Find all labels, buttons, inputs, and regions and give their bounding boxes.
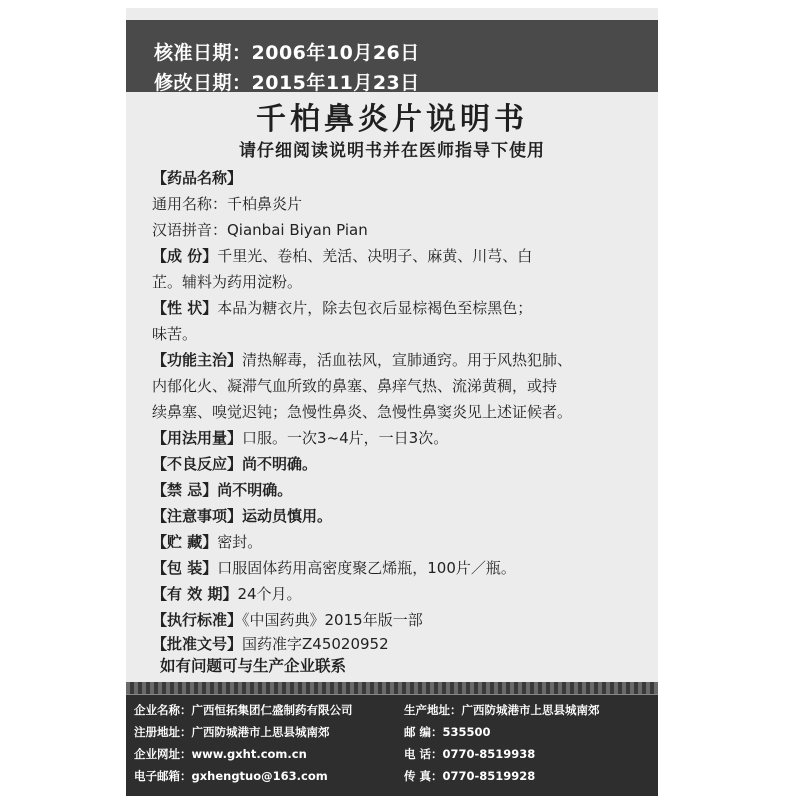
standard-text: 《中国药典》2015年版一部 [242, 611, 423, 629]
website: 企业网址：www.gxht.com.cn [134, 747, 307, 761]
validity-text: 24个月。 [237, 585, 302, 603]
validity-label: 【有 效 期】 [152, 585, 238, 603]
revision-date: 修改日期：2015年11月23日 [154, 72, 420, 94]
package-text: 口服固体药用高密度聚乙烯瓶，100片／瓶。 [217, 559, 516, 577]
leaflet [126, 8, 658, 796]
standard-line [152, 610, 642, 630]
footer-band [126, 682, 658, 796]
indications-text-2: 内郁化火、凝滞气血所致的鼻塞、鼻痒气热、流涕黄稠，或持 [152, 377, 558, 395]
contra-line [152, 480, 642, 500]
ingredients-line-1 [152, 246, 642, 266]
ingredients-text-1: 千里光、卷柏、羌活、决明子、麻黄、川芎、白 [217, 247, 533, 265]
decorative-border [126, 682, 658, 695]
email: 电子邮箱：gxhengtuo@163.com [134, 769, 328, 783]
indications-label: 【功能主治】 [152, 351, 243, 369]
ingredients-text-2: 芷。辅料为药用淀粉。 [152, 273, 303, 291]
approval-line [152, 634, 642, 654]
package-label: 【包 装】 [152, 559, 218, 577]
character-text-1: 本品为糖衣片，除去包衣后显棕褐色至棕黑色； [217, 299, 533, 317]
indications-text-3: 续鼻塞、嗅觉迟钝；急慢性鼻炎、急慢性鼻窦炎见上述证候者。 [152, 403, 573, 421]
approval-date: 核准日期：2006年10月26日 [154, 42, 420, 64]
character-label: 【性 状】 [152, 299, 218, 317]
drug-name-label: 【药品名称】 [152, 169, 243, 187]
validity-line [152, 584, 642, 604]
contra-text: 尚不明确。 [217, 481, 293, 499]
precautions-line [152, 506, 642, 526]
production-address: 生产地址：广西防城港市上思县城南郊 [404, 703, 600, 717]
adverse-line [152, 454, 642, 474]
company-name: 企业名称：广西恒拓集团仁盛制药有限公司 [134, 703, 353, 717]
contra-label: 【禁 忌】 [152, 481, 218, 499]
character-line-1 [152, 298, 642, 318]
storage-label: 【贮 藏】 [152, 533, 218, 551]
fax: 传 真：0770-8519928 [404, 769, 536, 783]
dosage-text: 口服。一次3~4片，一日3次。 [242, 429, 449, 447]
header-band [126, 20, 658, 92]
package-line [152, 558, 642, 578]
document-title: 千柏鼻炎片说明书 [256, 102, 528, 137]
indications-line-1 [152, 350, 642, 370]
phone: 电 话：0770-8519938 [404, 747, 536, 761]
character-text-2: 味苦。 [152, 325, 198, 343]
postcode: 邮 编：535500 [404, 725, 491, 739]
pinyin-name: 汉语拼音：Qianbai Biyan Pian [152, 221, 368, 239]
adverse-text: 尚不明确。 [242, 455, 318, 473]
registered-address: 注册地址：广西防城港市上思县城南郊 [134, 725, 330, 739]
document-subtitle: 请仔细阅读说明书并在医师指导下使用 [239, 141, 545, 161]
storage-line [152, 532, 642, 552]
generic-name: 通用名称：千柏鼻炎片 [152, 195, 303, 213]
closing-note: 如有问题可与生产企业联系 [160, 657, 347, 675]
approval-label: 【批准文号】 [152, 635, 243, 653]
precautions-label: 【注意事项】 [152, 507, 243, 525]
ingredients-label: 【成 份】 [152, 247, 218, 265]
standard-label: 【执行标准】 [152, 611, 243, 629]
dosage-label: 【用法用量】 [152, 429, 243, 447]
storage-text: 密封。 [217, 533, 263, 551]
adverse-label: 【不良反应】 [152, 455, 243, 473]
dosage-line [152, 428, 642, 448]
indications-text-1: 清热解毒，活血祛风，宣肺通窍。用于风热犯肺、 [242, 351, 573, 369]
precautions-text: 运动员慎用。 [242, 507, 333, 525]
approval-text: 国药准字Z45020952 [242, 635, 389, 653]
